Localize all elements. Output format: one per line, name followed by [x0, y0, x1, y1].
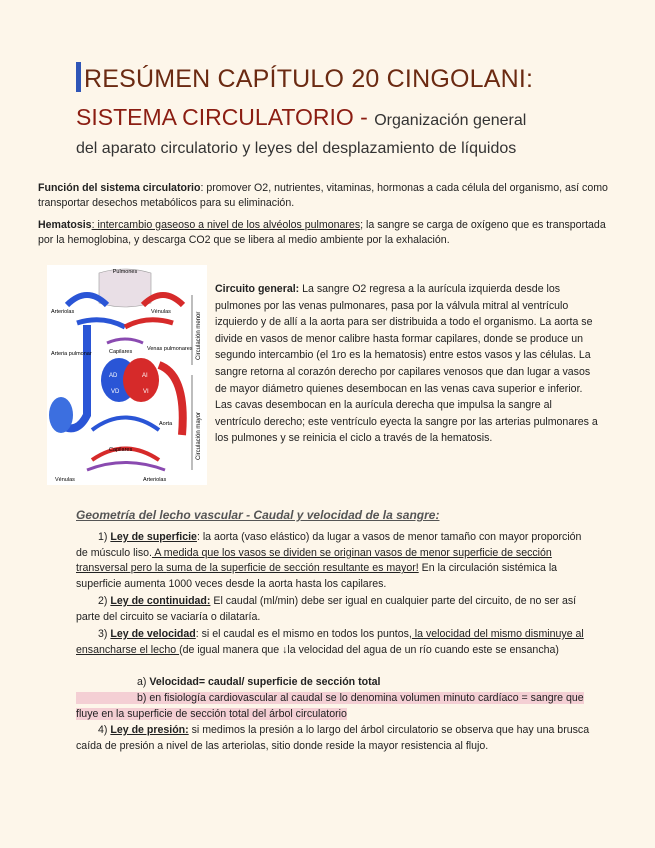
law2-num: 2): [98, 595, 111, 607]
law3-text1: : si el caudal es el mismo en todos los puntos,: [195, 628, 412, 640]
law2-label: Ley de continuidad:: [110, 595, 211, 607]
pulmonary-capillaries: [107, 339, 143, 343]
law-superficie: [76, 530, 596, 593]
systemic-capillaries: [87, 463, 165, 471]
heart-left: [123, 358, 159, 402]
law3-underlined: la velocidad del mismo disminuye al ensancharse el lecho: [76, 628, 584, 656]
label-pulmones: Pulmones: [112, 269, 138, 275]
sub-b-text: en fisiología cardiovascular al caudal se lo denomina volumen minuto cardíaco = sangre que fluye en la superficie de sección total del árbol circulatorio: [76, 692, 584, 720]
law3-sub-a: [137, 676, 380, 688]
label-vd: VD: [111, 389, 120, 395]
circulation-diagram-svg: [47, 265, 207, 485]
law3-num: 3): [98, 628, 111, 640]
doc-subtitle: [76, 104, 526, 131]
label-ad: AD: [109, 373, 118, 379]
sub-b-prefix: b): [76, 692, 149, 704]
law-continuidad: [76, 594, 596, 625]
systemic-venous-loop: [92, 418, 159, 431]
law4-num: 4): [98, 724, 111, 736]
label-venulas-bottom: Vénulas: [55, 477, 75, 483]
law1-label: Ley de superficie: [110, 531, 197, 543]
label-arteriolas-top: Arteriolas: [51, 309, 75, 315]
label-arteriolas-bottom: Arteriolas: [143, 477, 167, 483]
law-presion: [76, 723, 596, 754]
law3-sub-b: [76, 691, 596, 722]
funcion-text: : promover O2, nutrientes, vitaminas, hormonas a cada célula del organismo, así como transportar desechos metabólicos para su eliminación.: [38, 182, 608, 209]
pulmonary-vein-right: [143, 295, 183, 305]
law1-underlined2: suma de la superficie de sección resultante es mayor!: [166, 562, 419, 575]
law2-text: El caudal (ml/min) debe ser igual en cualquier parte del circuito, de no ser así parte del circuito se vaciaría o dilataría.: [76, 595, 577, 623]
hematosis-underlined: : intercambio gaseoso a nivel de los alvéolos pulmonares: [91, 219, 361, 231]
doc-title: [76, 62, 533, 94]
doc-title-text: RESÚMEN CAPÍTULO 20 CINGOLANI:: [84, 65, 534, 93]
sub-a-text: Velocidad= caudal/ superficie de sección total: [149, 676, 381, 688]
label-capilares-bottom: Capilares: [109, 447, 133, 453]
label-circulacion-menor: Circulación menor: [196, 311, 202, 360]
funcion-label: Función del sistema circulatorio: [38, 182, 201, 194]
pulmonary-loop-red: [125, 320, 173, 327]
circuito-general-paragraph: [215, 281, 600, 447]
law1-num: 1): [98, 531, 111, 543]
funcion-paragraph: [38, 181, 618, 211]
law1-text2: En la circulación sistémica la superficie aumenta 1000 veces desde la aorta hasta los capilares.: [76, 562, 558, 591]
hematosis-label: Hematosis: [38, 219, 92, 231]
label-ai: AI: [142, 373, 148, 379]
hematosis-text: ; la sangre se carga de oxígeno que es transportada por la hemoglobina, y descarga CO2 que se libera al medio ambiente por la exhalación.: [38, 219, 606, 246]
liver-shape: [49, 397, 73, 433]
label-venas-pulmonares: Venas pulmonares: [147, 346, 193, 352]
subtitle-dash: -: [353, 104, 375, 130]
circuito-label: Circuito general:: [215, 283, 300, 295]
circulation-diagram: [47, 265, 207, 485]
label-vi: VI: [143, 389, 149, 395]
circuito-text: La sangre O2 regresa a la aurícula izquierda desde los pulmones por las venas pulmonares, pasa por la válvula mitral al ventrículo izquierdo y de allí a la aorta para ser distribuida a todo el organismo. La aorta se divide en vasos de menor calibre hasta formar capilares, donde se produce un segundo intercambio (el 1ro es la hematosis) entre estos vasos y las células. La sangre retorna al corazón derecho por capilares venosos que dan lugar a vasos de mayor diámetro quienes desembocan en las venas cava superior e inferior. Las cavas desembocan en la aurícula derecha que impulsa la sangre al ventrículo derecho; este ventrículo eyecta la sangre por las arterias pulmonares a los pulmones y se reinicia el ciclo a través de la hematosis.: [215, 283, 598, 445]
law1-text1: : la aorta (vaso elástico) da lugar a vasos de menor tamaño con mayor proporción de músculo liso.: [76, 531, 582, 559]
label-capilares-top: Capilares: [109, 349, 133, 355]
label-venulas-top: Vénulas: [151, 309, 171, 315]
section-heading: Geometría del lecho vascular - Caudal y velocidad de la sangre:: [76, 508, 440, 522]
law-velocidad: [76, 627, 596, 658]
pulmonary-artery-left: [67, 295, 107, 305]
law4-label: Ley de presión:: [110, 724, 189, 736]
subtitle-secondary: Organización general: [374, 112, 527, 129]
subtitle-main: SISTEMA CIRCULATORIO: [76, 104, 354, 130]
label-arteria-pulmonar: Arteria pulmonar: [51, 351, 92, 357]
law3-label: Ley de velocidad: [110, 628, 196, 640]
label-circulacion-mayor: Circulación mayor: [196, 411, 202, 460]
label-aorta: Aorta: [159, 421, 173, 427]
doc-subtitle-line2: del aparato circulatorio y leyes del desplazamiento de líquidos: [76, 140, 517, 157]
sub-a-prefix: a): [137, 676, 150, 688]
law1-underlined1: A medida que los vasos se dividen se originan vasos de menor superficie de sección transversal pero la: [76, 546, 552, 575]
law4-text: si medimos la presión a lo largo del árbol circulatorio se observa que hay una brusca caída de presión a nivel de las arteriolas, sitio donde reside la mayor resistencia al flujo.: [76, 724, 590, 752]
title-accent-bar: [76, 62, 81, 92]
hematosis-paragraph: [38, 218, 618, 248]
law3-text2: (de igual manera que ↓la velocidad del agua de un río cuando este se ensancha): [179, 643, 559, 656]
